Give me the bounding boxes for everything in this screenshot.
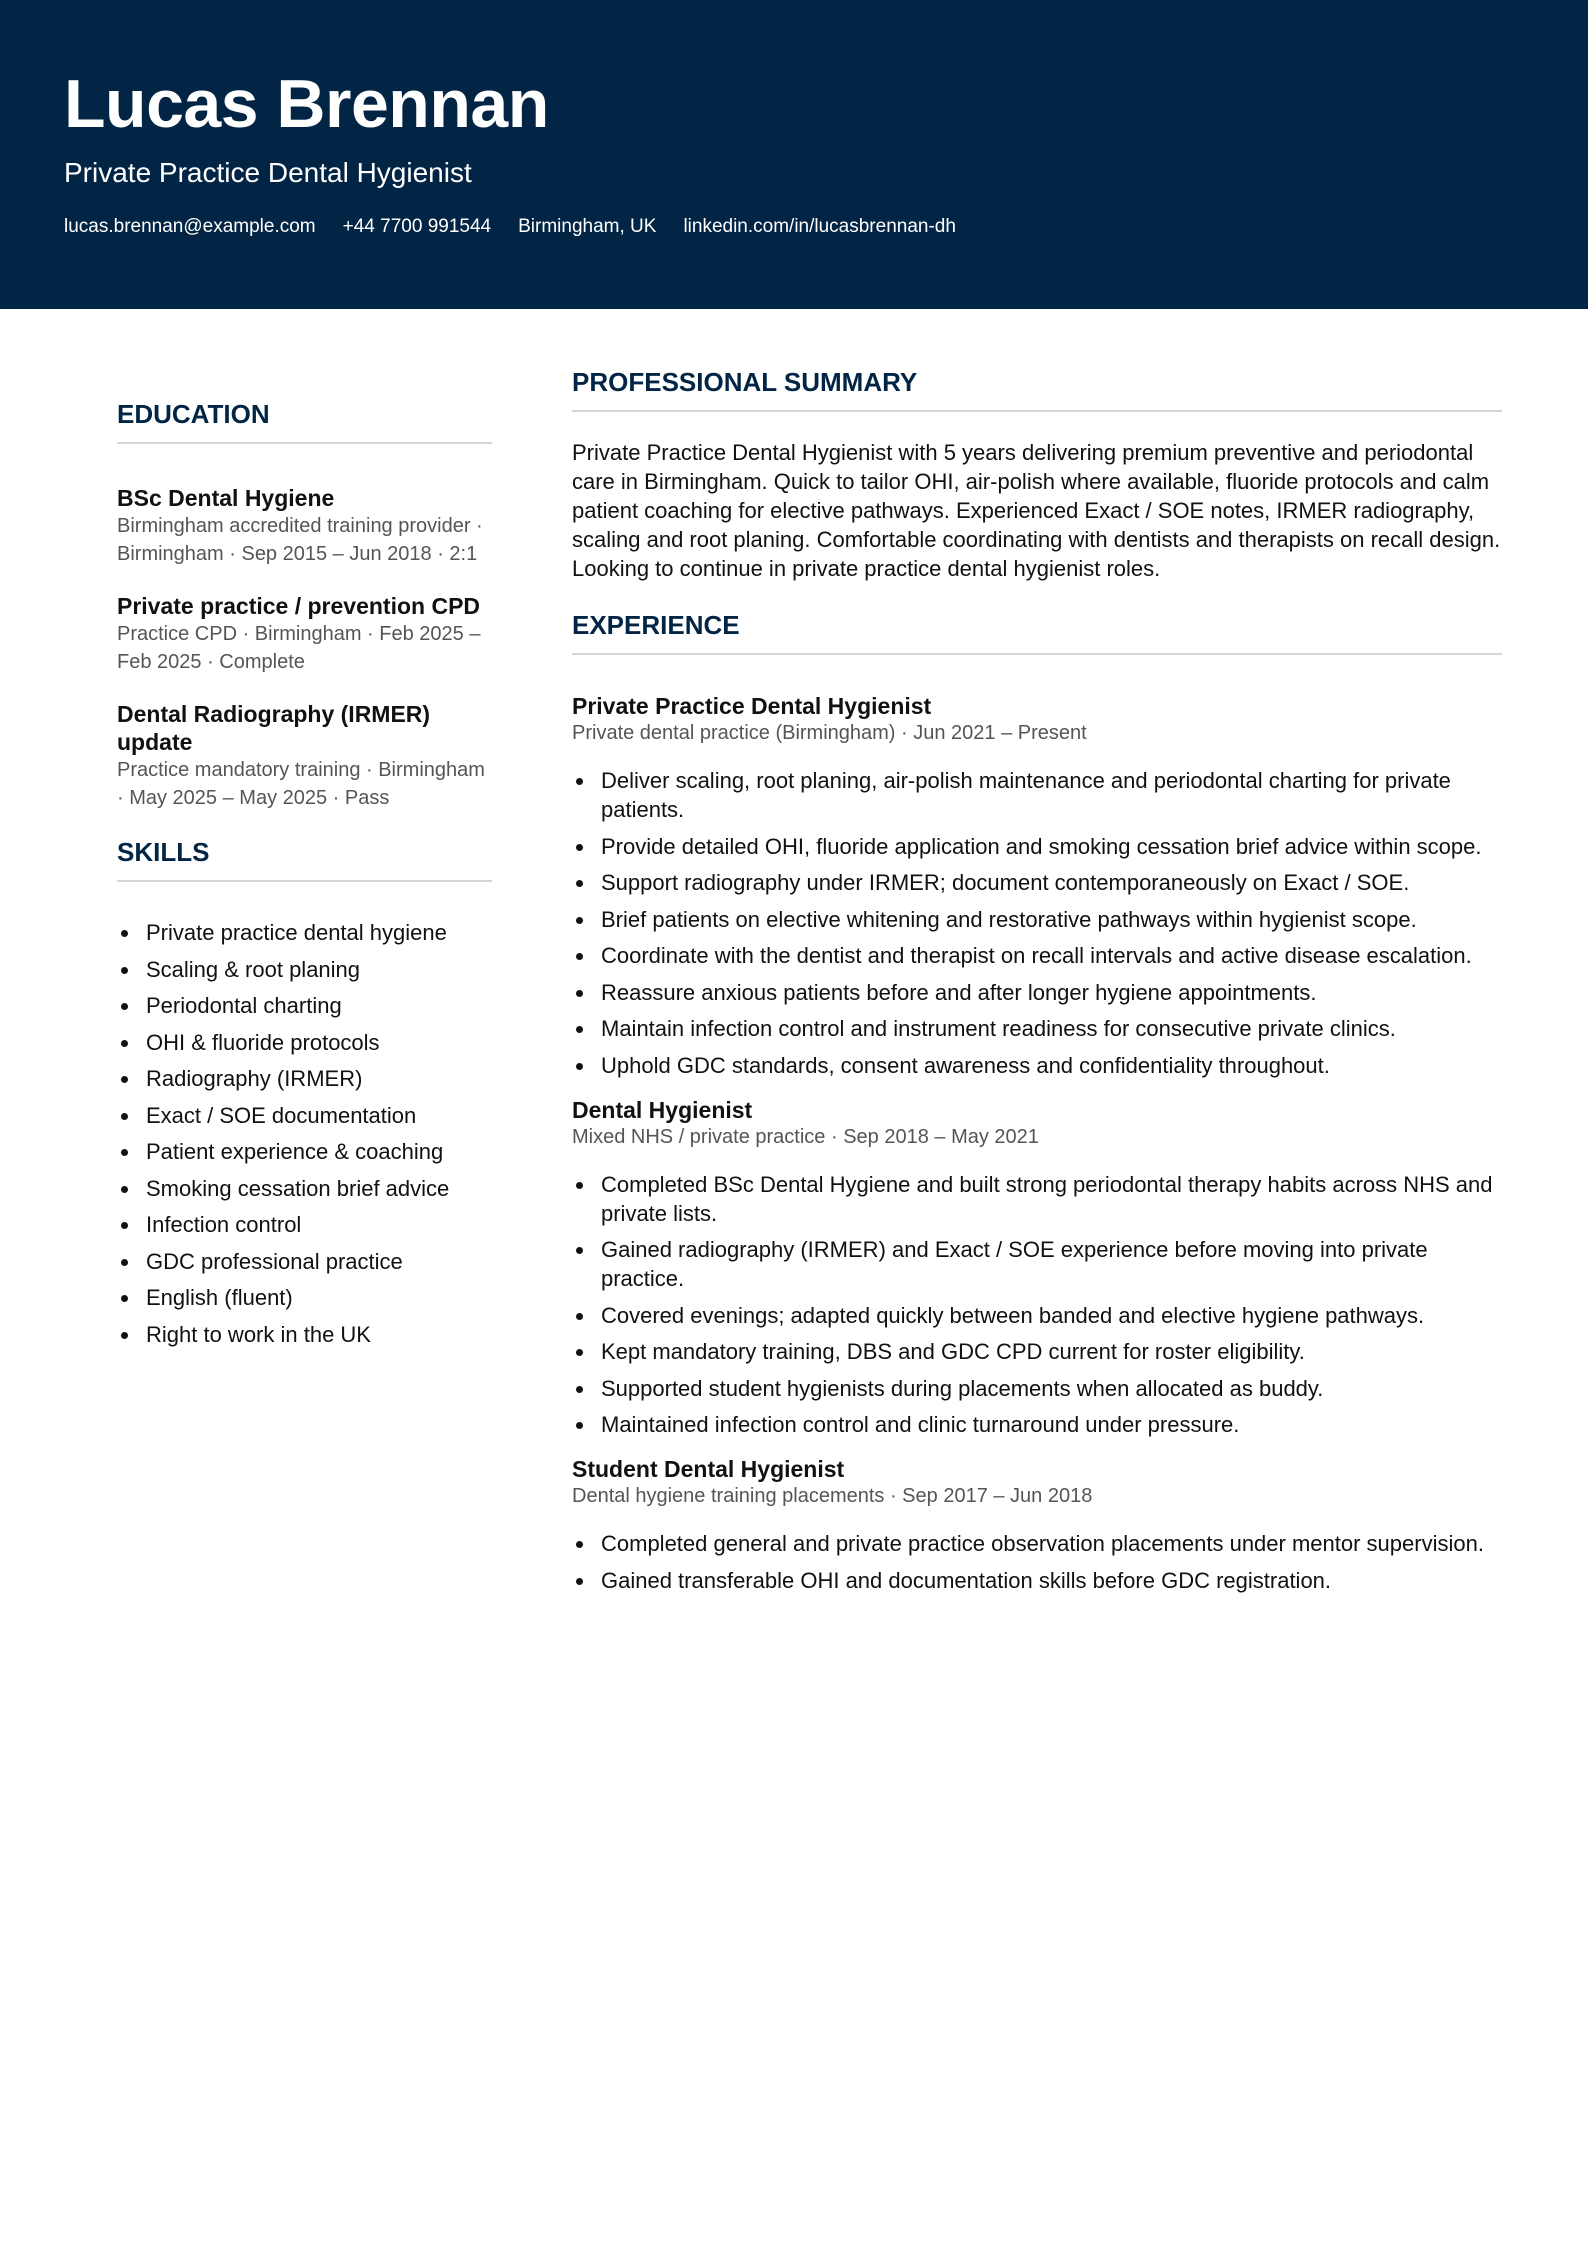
education-title: Private practice / prevention CPD — [117, 593, 481, 619]
job-bullet: Maintained infection control and clinic turnaround under pressure. — [572, 1410, 1502, 1439]
job-bullet: Deliver scaling, root planing, air-polish maintenance and periodontal charting for private patients. — [572, 766, 1502, 824]
job-meta: Dental hygiene training placements · Sep 2017 – Jun 2018 — [572, 1485, 1093, 1507]
skills-list — [117, 918, 492, 1349]
job-bullet: Coordinate with the dentist and therapist on recall intervals and active disease escalation. — [572, 941, 1502, 970]
skill-item: Exact / SOE documentation — [117, 1101, 492, 1130]
job-bullet: Kept mandatory training, DBS and GDC CPD current for roster eligibility. — [572, 1337, 1502, 1366]
job-entry — [572, 693, 1502, 1080]
job-bullet: Supported student hygienists during placements when allocated as buddy. — [572, 1374, 1502, 1403]
job-title: Dental Hygienist — [572, 1096, 753, 1123]
education-meta: Practice CPD · Birmingham · Feb 2025 – Feb 2025 · Complete — [117, 623, 481, 673]
job-bullet: Brief patients on elective whitening and restorative pathways within hygienist scope. — [572, 905, 1502, 934]
job-bullet: Covered evenings; adapted quickly between banded and elective hygiene pathways. — [572, 1301, 1502, 1330]
education-item — [117, 700, 492, 812]
skill-item: English (fluent) — [117, 1283, 492, 1312]
summary-text: Private Practice Dental Hygienist with 5 years delivering premium preventive and periodontal care in Birmingham. Quick to tailor OHI, air-polish where available, fluoride protocols and calm patient coaching for elective pathways. Experienced Exact / SOE notes, IRMER radiography, scaling and root planing. Comfortable coordinating with dentists and therapists on recall design. Looking to continue in private practice dental hygienist roles. — [572, 440, 1501, 581]
education-title: Dental Radiography (IRMER) update — [117, 701, 431, 755]
experience-heading: EXPERIENCE — [572, 609, 1502, 655]
summary-heading: PROFESSIONAL SUMMARY — [572, 366, 1502, 412]
skill-item: Patient experience & coaching — [117, 1137, 492, 1166]
job-bullet: Support radiography under IRMER; document contemporaneously on Exact / SOE. — [572, 868, 1502, 897]
skill-item: Scaling & root planing — [117, 955, 492, 984]
skill-item: GDC professional practice — [117, 1247, 492, 1276]
job-bullets — [572, 766, 1502, 1080]
contact-linkedin: linkedin.com/in/lucasbrennan-dh — [683, 216, 956, 237]
job-meta: Mixed NHS / private practice · Sep 2018 – May 2021 — [572, 1125, 1039, 1148]
experience-section — [572, 609, 1502, 1595]
job-bullet: Completed general and private practice observation placements under mentor supervision. — [572, 1529, 1502, 1558]
skills-section — [117, 836, 492, 1349]
job-bullet: Gained radiography (IRMER) and Exact / SOE experience before moving into private practice. — [572, 1235, 1502, 1293]
resume-header — [0, 0, 1588, 309]
skill-item: OHI & fluoride protocols — [117, 1028, 492, 1057]
contact-email: lucas.brennan@example.com — [64, 216, 316, 237]
contact-row — [64, 215, 956, 239]
candidate-title: Private Practice Dental Hygienist — [64, 157, 472, 188]
job-meta: Private dental practice (Birmingham) · Jun 2021 – Present — [572, 722, 1087, 744]
skill-item: Private practice dental hygiene — [117, 918, 492, 947]
job-entry — [572, 1456, 1502, 1595]
job-title: Student Dental Hygienist — [572, 1456, 845, 1482]
education-item — [117, 592, 492, 676]
education-meta: Birmingham accredited training provider · Birmingham · Sep 2015 – Jun 2018 · 2:1 — [117, 515, 483, 565]
right-column — [572, 366, 1502, 1602]
education-item — [117, 484, 492, 568]
candidate-name: Lucas Brennan — [64, 66, 549, 142]
job-entry — [572, 1097, 1502, 1440]
left-column — [117, 398, 492, 1356]
education-title: BSc Dental Hygiene — [117, 485, 335, 511]
skill-item: Periodontal charting — [117, 991, 492, 1020]
education-heading: EDUCATION — [117, 398, 492, 444]
skill-item: Smoking cessation brief advice — [117, 1174, 492, 1203]
job-bullet: Maintain infection control and instrument readiness for consecutive private clinics. — [572, 1014, 1502, 1043]
job-bullets — [572, 1170, 1502, 1440]
summary-section — [572, 366, 1502, 583]
education-section — [117, 398, 492, 812]
job-bullet: Provide detailed OHI, fluoride application and smoking cessation brief advice within scope. — [572, 832, 1502, 861]
job-bullet: Gained transferable OHI and documentation skills before GDC registration. — [572, 1566, 1502, 1595]
job-bullet: Reassure anxious patients before and after longer hygiene appointments. — [572, 978, 1502, 1007]
education-meta: Practice mandatory training · Birmingham · May 2025 – May 2025 · Pass — [117, 759, 485, 809]
skill-item: Right to work in the UK — [117, 1320, 492, 1349]
contact-phone: +44 7700 991544 — [342, 216, 492, 237]
skill-item: Infection control — [117, 1210, 492, 1239]
job-title: Private Practice Dental Hygienist — [572, 693, 932, 719]
job-bullets — [572, 1529, 1502, 1595]
job-bullet: Completed BSc Dental Hygiene and built strong periodontal therapy habits across NHS and private lists. — [572, 1170, 1502, 1228]
education-list — [117, 484, 492, 812]
skill-item: Radiography (IRMER) — [117, 1064, 492, 1093]
job-bullet: Uphold GDC standards, consent awareness and confidentiality throughout. — [572, 1051, 1502, 1080]
contact-location: Birmingham, UK — [518, 216, 657, 237]
skills-heading: SKILLS — [117, 836, 492, 882]
